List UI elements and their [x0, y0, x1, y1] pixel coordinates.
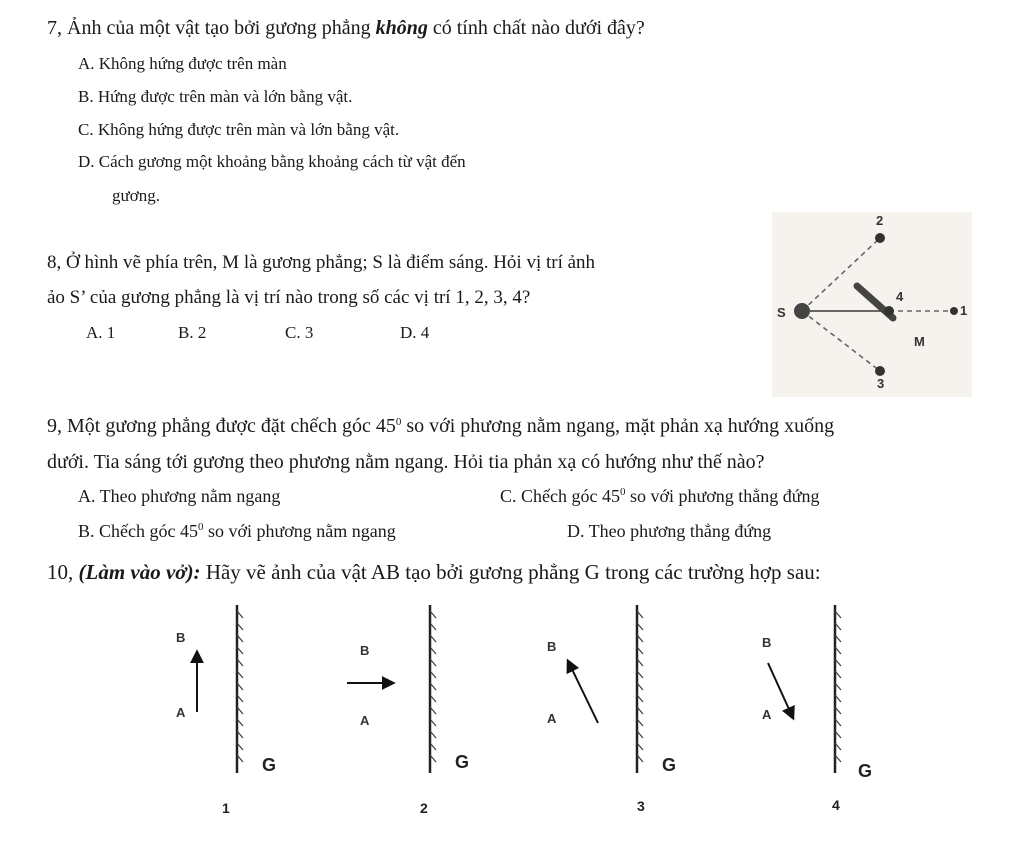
label-3: 3 [877, 376, 885, 391]
q9-opt-c-part-b: so với phương thẳng đứng [625, 486, 820, 506]
q10-emphasis: (Làm vào vở): [78, 560, 201, 584]
case-2-number: 2 [420, 800, 428, 816]
q8-option-c: C. 3 [285, 323, 314, 342]
object-ab-4 [768, 663, 793, 718]
case-1-number: 1 [222, 800, 230, 816]
case-1-label-g: G [262, 755, 277, 775]
q7-option-c: C. Không hứng được trên màn và lớn bằng vật. [78, 120, 400, 139]
question-8-line-2: ảo S’ của gương phẳng là vị trí nào trong số các vị trí 1, 2, 3, 4? [47, 287, 531, 308]
case-3-label-g: G [662, 755, 677, 775]
case-3-label-a: A [547, 711, 557, 726]
q9-opt-b-part-a: B. Chếch góc 45 [78, 521, 198, 541]
label-1: 1 [960, 303, 968, 318]
case-4-number: 4 [832, 797, 840, 813]
case-3-label-b: B [547, 639, 557, 654]
q7-emphasis: không [375, 17, 428, 39]
q10-prefix: 10, [47, 560, 79, 584]
q8-option-a: A. 1 [86, 323, 116, 342]
label-2: 2 [876, 213, 884, 228]
q7-option-a: A. Không hứng được trên màn [78, 54, 287, 73]
case-3-number: 3 [637, 798, 645, 814]
question-9-line-2: dưới. Tia sáng tới gương theo phương nằm ngang. Hỏi tia phản xạ có hướng như thế nào? [47, 451, 765, 473]
label-s: S [777, 305, 786, 320]
object-ab-3 [568, 661, 598, 723]
label-m: M [914, 334, 925, 349]
q7-option-b: B. Hứng được trên màn và lớn bằng vật. [78, 87, 353, 106]
case-4-label-b: B [762, 635, 772, 650]
q9-opt-c-part-a: C. Chếch góc 45 [500, 486, 620, 506]
case-2-label-a: A [360, 713, 370, 728]
case-1-label-b: B [176, 630, 186, 645]
q7-option-d: D. Cách gương một khoảng bằng khoảng cách từ vật đến [78, 152, 466, 171]
case-4-label-a: A [762, 707, 772, 722]
label-4: 4 [896, 289, 904, 304]
q9-opt-c-sup: 0 [619, 486, 626, 498]
q9-option-a: A. Theo phương nằm ngang [78, 486, 281, 506]
q7-suffix: có tính chất nào dưới đây? [427, 17, 645, 39]
q7-prefix: 7, Ảnh của một vật tạo bởi gương phẳng [47, 17, 376, 39]
q9-degree-sup: 0 [395, 416, 402, 428]
case-2-label-b: B [360, 643, 370, 658]
case-4-label-g: G [858, 761, 873, 781]
q9-option-d: D. Theo phương thẳng đứng [567, 521, 772, 541]
q9-opt-b-sup: 0 [197, 521, 204, 533]
case-2-label-g: G [455, 752, 470, 772]
case-1-label-a: A [176, 705, 186, 720]
q9-line1-part-b: so với phương nằm ngang, mặt phản xạ hướng xuống [401, 415, 835, 437]
q9-line1-part-a: 9, Một gương phẳng được đặt chếch góc 45 [47, 415, 396, 437]
q8-option-b: B. 2 [178, 323, 207, 342]
q8-option-d: D. 4 [400, 323, 430, 342]
q10-text: Hãy vẽ ảnh của vật AB tạo bởi gương phẳng G trong các trường hợp sau: [200, 560, 821, 584]
q9-opt-b-part-b: so với phương nằm ngang [203, 521, 396, 541]
question-8-line-1: 8, Ở hình vẽ phía trên, M là gương phẳng; S là điểm sáng. Hỏi vị trí ảnh [47, 252, 596, 273]
q7-option-d-continued: gương. [112, 186, 160, 205]
